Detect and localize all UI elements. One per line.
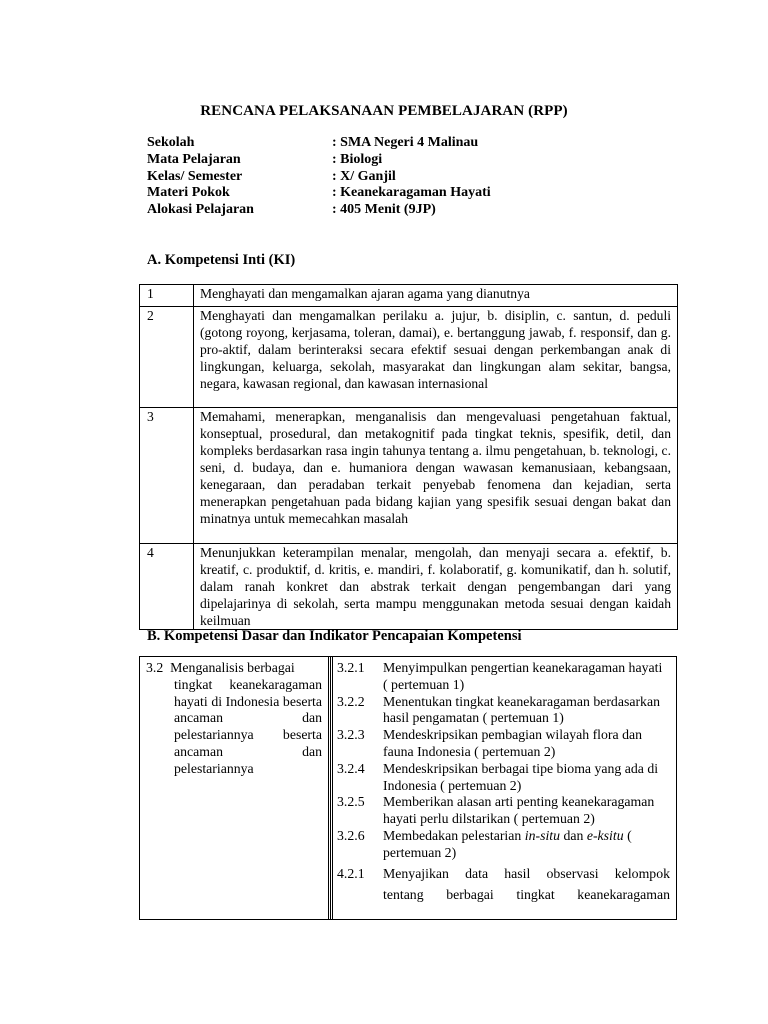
document-title: RENCANA PELAKSANAAN PEMBELAJARAN (RPP) (200, 103, 568, 119)
indicator-text-line: Menyajikan data hasil observasi kelompok (383, 865, 670, 881)
ki-text: Memahami, menerapkan, menganalisis dan mengevaluasi pengetahuan faktual, konseptual, prosedural, dan metakognitif pada tingkat teknis, spesifik, detil, dan kompleks berdasarkan rasa ingin tahunya tentang a. ilmu pengetahuan, b. teknologi, c. seni, d. budaya, dan e. humaniora dengan wawasan kemanusiaan, kebangsaan, kenegaraan, dan peradaban terkait penyebab fenomena dan kejadian, serta menerapkan pengetahuan pada bidang kajian yang spesifik sesuai dengan bakat dan minatnya untuk memecahkan masalah (194, 408, 678, 544)
indicator-term-insitu: in-situ (524, 827, 561, 843)
kd-head-text: Menganalisis berbagai (170, 660, 295, 675)
list-item (337, 866, 670, 883)
indicator-text-part: dan (560, 827, 587, 843)
info-value: : X/ Ganjil (332, 168, 396, 184)
info-row-topic (147, 185, 491, 202)
table-row (140, 408, 678, 544)
indicator-list (331, 657, 676, 904)
info-value: : 405 Menit (9JP) (332, 202, 436, 218)
info-label: Mata Pelajaran (147, 151, 241, 167)
kd-body-text: tingkat keanekaragaman hayati di Indonesia beserta ancaman dan pelestariannya beserta ancaman dan pelestariannya (174, 676, 322, 776)
list-item (337, 727, 670, 761)
identity-block (147, 135, 491, 219)
table-row (140, 544, 678, 630)
info-row-class (147, 169, 491, 186)
kd-table (139, 656, 677, 920)
list-item (337, 828, 670, 862)
info-row-subject (147, 152, 491, 169)
kd-heading (140, 657, 330, 677)
indicator-number: 3.2.4 (337, 760, 365, 776)
list-item (337, 794, 670, 828)
table-row (140, 285, 678, 307)
ki-number: 4 (140, 544, 194, 630)
list-item (337, 694, 670, 728)
table-row (140, 307, 678, 408)
indicator-indent (337, 887, 383, 904)
info-value: : SMA Negeri 4 Malinau (332, 135, 479, 150)
indicator-text (383, 887, 670, 904)
indicator-number: 3.2.5 (337, 794, 365, 810)
indicator-number: 4.2.1 (337, 865, 365, 881)
info-label: Materi Pokok (147, 185, 230, 201)
ki-number: 1 (140, 285, 194, 307)
info-row-school (147, 135, 491, 152)
indicator-term-eksitu: e-ksitu (586, 827, 624, 843)
info-label: Kelas/ Semester (147, 168, 243, 184)
info-value: : Keanekaragaman Hayati (332, 185, 491, 201)
ki-table (139, 284, 678, 630)
indicator-text: Menyimpulkan pengertian keanekaragaman hayati ( pertemuan 1) (383, 660, 663, 692)
indicator-cell (331, 657, 676, 919)
ki-text: Menunjukkan keterampilan menalar, mengolah, dan menyaji secara a. efektif, b. kreatif, c. produktif, d. kritis, e. mandiri, f. kolaboratif, g. komunikatif, dan h. solutif, dalam ranah konkret dan abstrak terkait dengan pengembangan dari yang dipelajarinya di sekolah, serta mampu menggunakan metoda sesuai dengan kaidah keilmuan (194, 544, 678, 630)
indicator-text: Memberikan alasan arti penting keanekaragaman hayati perlu dilstarikan ( pertemuan 2) (383, 794, 655, 827)
indicator-text-part: Membedakan pelestarian (383, 827, 525, 843)
indicator-text-line: tentang berbagai tingkat keanekaragaman (383, 887, 670, 903)
indicator-text (383, 828, 670, 862)
indicator-text: Mendeskripsikan pembagian wilayah flora dan fauna Indonesia ( pertemuan 2) (383, 727, 642, 759)
kd-cell (140, 657, 331, 919)
info-label: Alokasi Pelajaran (147, 202, 254, 218)
section-heading-ki: A. Kompetensi Inti (KI) (147, 252, 296, 268)
ki-number: 2 (140, 307, 194, 408)
info-row-time (147, 202, 491, 219)
list-item-continued (337, 887, 670, 904)
indicator-number: 3.2.3 (337, 727, 365, 743)
ki-text: Menghayati dan mengamalkan perilaku a. jujur, b. disiplin, c. santun, d. peduli (gotong royong, kerjasama, toleran, damai), e. bertanggung jawab, f. responsif, dan g. pro-aktif, dalam berinteraksi secara efektif sesuai dengan perkembangan anak di lingkungan, keluarga, sekolah, masyarakat dan lingkungan alam sekitar, bangsa, negara, kawasan regional, dan kawasan internasional (194, 307, 678, 408)
indicator-number: 3.2.1 (337, 660, 365, 675)
section-heading-kd: B. Kompetensi Dasar dan Indikator Pencapaian Kompetensi (147, 628, 522, 644)
indicator-number: 3.2.2 (337, 693, 365, 709)
indicator-number: 3.2.6 (337, 827, 365, 843)
ki-number: 3 (140, 408, 194, 544)
ki-text: Menghayati dan mengamalkan ajaran agama yang dianutnya (194, 285, 678, 307)
indicator-text-part: ( pertemuan 2) (383, 827, 632, 860)
indicator-text (383, 866, 670, 883)
info-value: : Biologi (332, 151, 383, 167)
list-item (337, 761, 670, 795)
list-item (337, 660, 670, 694)
indicator-text: Mendeskripsikan berbagai tipe bioma yang ada di Indonesia ( pertemuan 2) (383, 760, 659, 793)
info-label: Sekolah (147, 135, 195, 150)
kd-number: 3.2 (146, 660, 164, 675)
indicator-text: Menentukan tingkat keanekaragaman berdasarkan hasil pengamatan ( pertemuan 1) (383, 693, 660, 726)
